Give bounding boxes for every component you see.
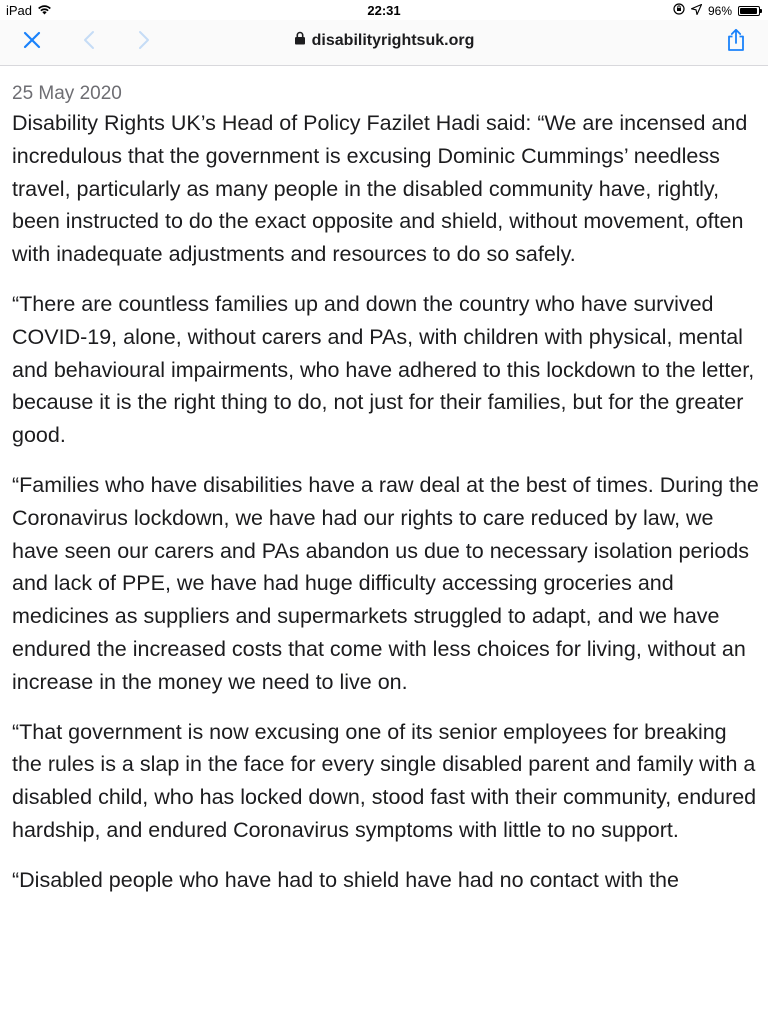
- article-paragraph: “There are countless families up and down the country who have survived COVID-19, alone, without carers and PAs, with children with physical, mental and behavioural impairments, who have adhered to this lockdown to the letter, because it is the right thing to do, not just for their families, but for the greater good.: [12, 291, 755, 448]
- url-field[interactable]: [294, 31, 475, 50]
- article-paragraph: “That government is now excusing one of its senior employees for breaking the rules is a slap in the face for every single disabled parent and family with a disabled child, who has locked down, stood fast with their community, endured hardship, and endured Coronavirus symptoms with little to no support.: [12, 719, 757, 842]
- status-right: [673, 3, 760, 18]
- url-text: disabilityrightsuk.org: [311, 31, 475, 49]
- device-name: iPad: [6, 3, 33, 18]
- clock: 22:31: [367, 3, 401, 18]
- battery-percent: 96%: [707, 3, 732, 18]
- article-paragraph: “Disabled people who have had to shield have had no contact with the: [12, 867, 679, 892]
- status-bar: [0, 0, 768, 20]
- browser-nav-bar: [0, 20, 768, 66]
- article-paragraph: “Families who have disabilities have a raw deal at the best of times. During the Coronavirus lockdown, we have had our rights to care reduced by law, we have seen our carers and PAs abandon us due to necessary isolation periods and lack of PPE, we have had huge difficulty accessing groceries and medicines as suppliers and supermarkets struggled to adapt, and we have endured the increased costs that come with less choices for living, without an increase in the money we need to live on.: [12, 472, 759, 694]
- location-arrow-icon: [691, 4, 702, 18]
- battery-fill: [740, 8, 757, 14]
- lock-icon: [294, 31, 306, 50]
- share-button[interactable]: [720, 28, 752, 56]
- share-icon: [726, 28, 746, 57]
- address-bar: [0, 31, 768, 50]
- battery-icon: [738, 6, 760, 16]
- article-date: 25 May 2020: [12, 83, 122, 104]
- article-content: [12, 80, 760, 914]
- screen-rotation-lock-icon: [673, 3, 685, 18]
- article-paragraph: Disability Rights UK’s Head of Policy Fazilet Hadi said: “We are incensed and incredulous that the government is excusing Dominic Cummings’ needless travel, particularly as many people in the disabled community have, rightly, been instructed to do the exact opposite and shield, without movement, often with inadequate adjustments and resources to do so safely.: [12, 111, 748, 267]
